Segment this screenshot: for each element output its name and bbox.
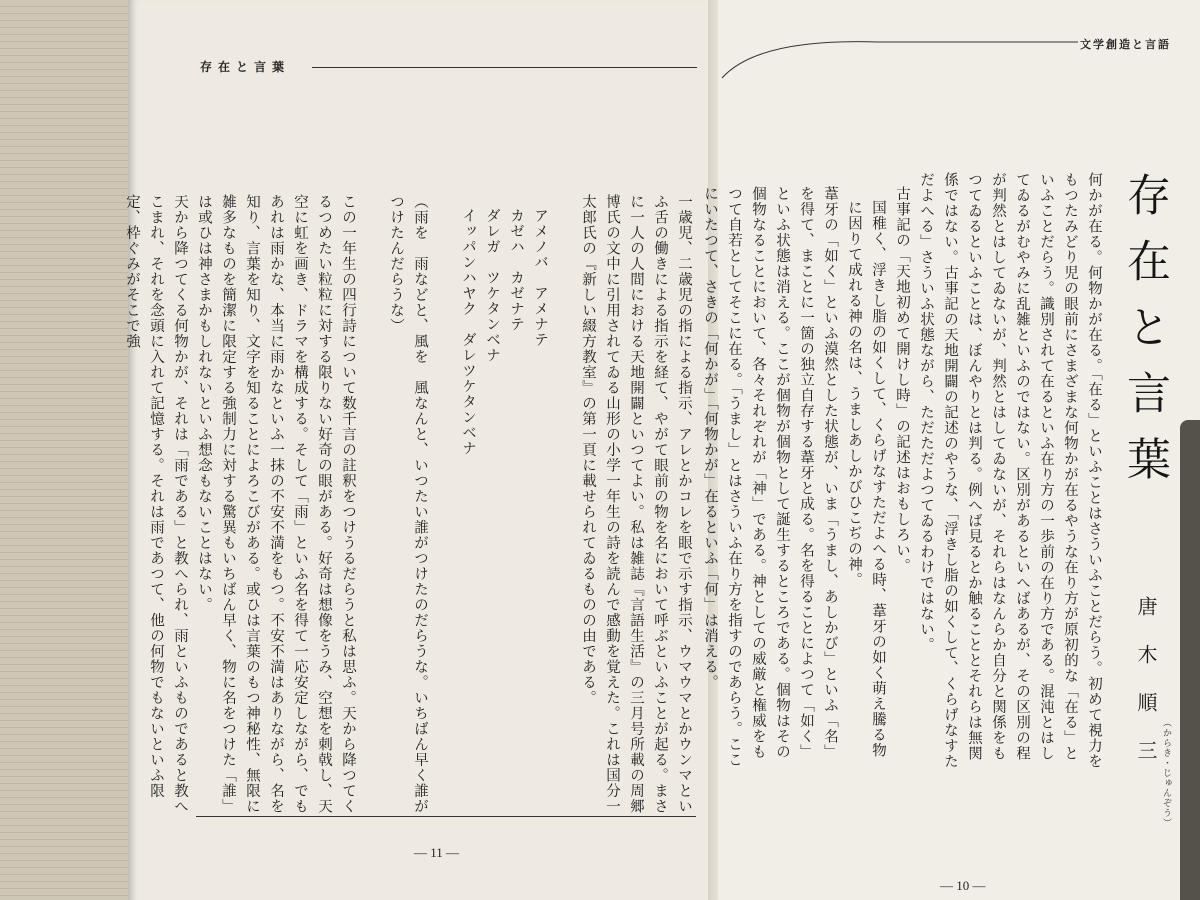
left-footer-rule bbox=[196, 816, 696, 817]
paragraph: 古事記の「天地初めて開けし時」の記述はおもしろい。 bbox=[894, 186, 910, 574]
poem-line: カゼハ カゼナテ bbox=[508, 208, 524, 332]
paragraph: 天から降つてくる何物かが、それは「雨である」と教へられ、雨といふものであると教へこまれ、それを念頭に入れて記憶する。それは雨であつて、他の何物でもないといふ限定、枠ぐみがそこで強 bbox=[124, 194, 188, 814]
right-body-text bbox=[702, 172, 1106, 772]
page-edge-shadow bbox=[1180, 420, 1200, 900]
paragraph: この一年生の四行詩について数千言の註釈をつけうるだらうと私は思ふ。天から降つてくるつめたい粒粒に対する限りない好奇の眼がある。好奇は想像をうみ、空想を刺戟し、天空に虹を画き、ドラマを構成する。そして「雨」といふ名を得て一応安定しながら、でもあれは雨かな、本当に雨かなといふ一抹の不安不満をもつ。不安不満はありながら、名を知り、言葉を知り、文字を知ることによろこびがある。或ひは言葉のもつ神秘性、無限に雑多なものを簡潔に限定する強制力に対する驚異もいちばん早く、物に名をつけた「誰」は或ひは神さまかもしれないといふ想念もないことはない。 bbox=[196, 194, 356, 814]
paragraph: 何かが在る。何物かが在る。「在る」といふことはさういふことだらう。初めて視力をもつたみどり児の眼前にさまざまな何物かが在るやうな在り方が原初的な「在る」といふことだらう。識別されて在るといふ在り方の一歩前の在り方である。混沌とはしてゐるがむやみに乱雑といふのではない。区別があるといへばあるが、その区別の程が判然とはしてゐないが、判然とはしてゐないが、それらはなんらか自分と関係をもつてゐるといふことは、ぼんやりとは判る。例へば見るとか触ることとそれらは無関係ではない。古事記の天地開闢の記述のやうな、「浮きし脂の如くして、くらげなすただよへる」さういふ状態ながら、ただただよつてゐるわけではない。 bbox=[918, 172, 1102, 770]
author-reading: （からき・じゅんぞう） bbox=[1161, 718, 1171, 828]
author-name: 唐木順三 bbox=[1134, 596, 1158, 788]
poem-line: イッパンハヤク ダレツケタンベナ bbox=[460, 208, 476, 456]
right-running-head: 文学創造と言語 bbox=[1080, 39, 1171, 51]
left-header-rule bbox=[312, 67, 697, 68]
left-body-text bbox=[124, 180, 696, 820]
paragraph: 一歳児、二歳児の指による指示、アレとかコレを眼で示す指示、ウマウマとかウンマといふ舌の働きによる指示を経て、やがて眼前の物を名において呼ぶといふことが起る。まさに一人の人間における天地開闢といつてよい。私は雑誌『言語生活』の三月号所載の周郷博氏の文中に引用されてゐる山形の小学一年生の詩を読んで感動を覚えた。これは国分一太郎氏の『新しい綴方教室』の第一頁に載せられてゐるものの由である。 bbox=[580, 194, 692, 814]
right-page-number: ― 10 ― bbox=[940, 878, 986, 893]
left-running-head: 存在と言葉 bbox=[200, 60, 291, 74]
quote-paragraph: 国稚く、浮きし脂の如くして、くらげなすただよへる時、葦牙の如く萌え騰る物に因りて成れる神の名は、うましあしかびひこぢの神。 bbox=[846, 200, 886, 758]
paragraph: 葦牙の「如く」といふ漠然とした状態が、いま「うまし、あしかび」といふ「名」を得て、まことに一箇の独立自存する葦牙と成る。名を得ることによつて「如く」といふ状態は消える。ここが個物が個物として誕生するところである。個物はその個物なることにおいて、各々それぞれが「神」である。神としての威厳と権威をもつて自若としてそこに在る。「うまし」とはさういふ在り方を指すのであらう。ここにいたつて、さきの「何かが」「何物かが」在るといふ「何」は消える。 bbox=[702, 186, 838, 768]
left-page-number: ― 11 ― bbox=[414, 845, 460, 860]
translation: （雨を 雨などと、風を 風なんと、いつたい誰がつけたのだらうな。いちばん早く誰がつけたんだらうな） bbox=[388, 194, 428, 814]
article-title: 存在と言葉 bbox=[1119, 172, 1170, 502]
poem-line: アメノバ アメナテ bbox=[532, 208, 548, 348]
poem-line: ダレガ ツケタンベナ bbox=[484, 208, 500, 363]
